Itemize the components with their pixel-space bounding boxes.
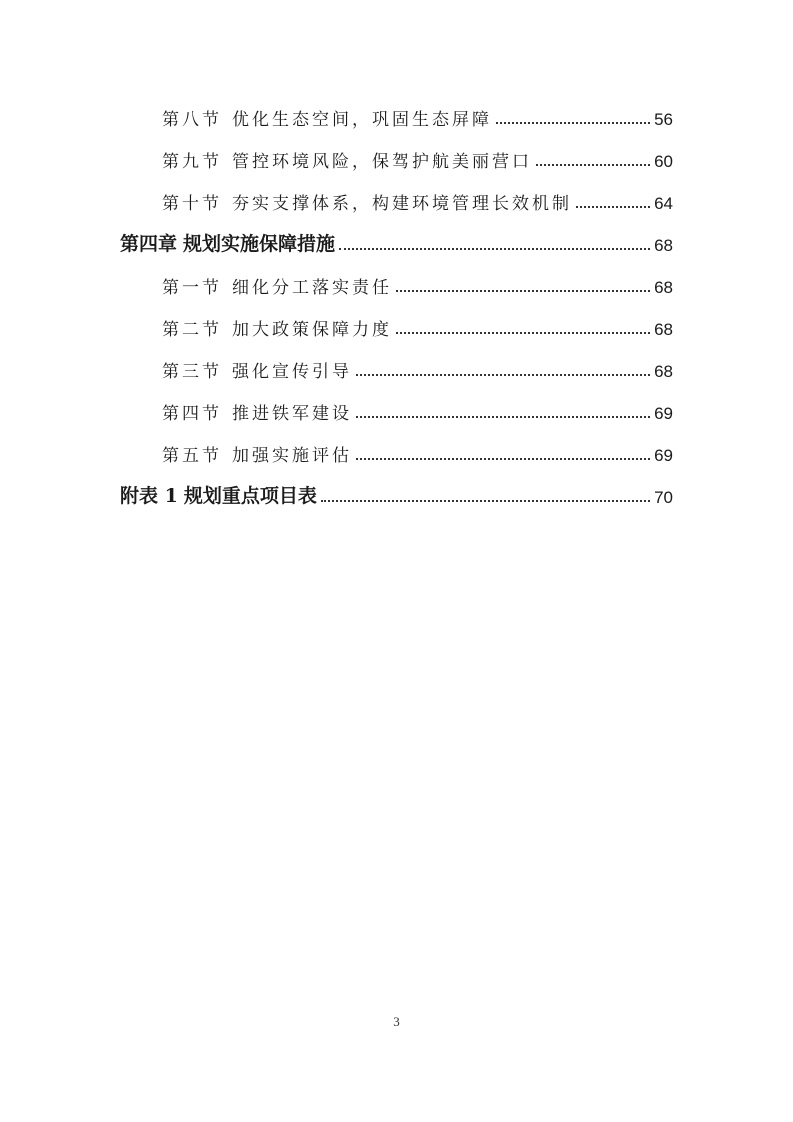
toc-entry-section-5[interactable] — [162, 436, 673, 466]
toc-entry-page: 68 — [654, 320, 673, 339]
toc-entry-number: 第二节 — [162, 320, 222, 340]
toc-entry-label — [162, 147, 532, 172]
dot-leader — [356, 416, 650, 418]
dot-leader — [496, 122, 650, 124]
toc-entry-appendix-1[interactable] — [120, 478, 673, 508]
toc-entry-number: 第九节 — [162, 152, 222, 172]
toc-entry-number: 第四章 — [120, 233, 178, 255]
toc-entry-number: 第八节 — [162, 110, 222, 130]
toc-entry-number: 第十节 — [162, 194, 222, 214]
toc-entry-number: 第三节 — [162, 362, 222, 382]
toc-entry-page: 60 — [654, 152, 673, 171]
toc-entry-title: 加大政策保障力度 — [232, 320, 392, 340]
toc-entry-title: 强化宣传引导 — [232, 362, 352, 382]
toc-entry-page: 70 — [654, 488, 673, 507]
toc-entry-title: 优化生态空间，巩固生态屏障 — [232, 110, 492, 130]
toc-entry-page: 68 — [654, 362, 673, 381]
toc-entry-number: 第四节 — [162, 404, 222, 424]
toc-entry-title: 规划实施保障措施 — [183, 233, 336, 255]
toc-entry-section-3[interactable] — [162, 352, 673, 382]
toc-entry-section-9[interactable] — [162, 142, 673, 172]
toc-entry-section-8[interactable] — [162, 100, 673, 130]
toc-entry-title: 夯实支撑体系，构建环境管理长效机制 — [232, 194, 572, 214]
toc-entry-label — [120, 481, 317, 508]
toc-entry-title: 管控环境风险，保驾护航美丽营口 — [232, 152, 532, 172]
toc-entry-section-10[interactable] — [162, 184, 673, 214]
toc-entry-section-1[interactable] — [162, 268, 673, 298]
toc-entry-label — [162, 441, 352, 466]
dot-leader — [321, 500, 650, 502]
toc-entry-number: 第五节 — [162, 446, 222, 466]
dot-leader — [356, 374, 650, 376]
toc-entry-number: 第一节 — [162, 278, 222, 298]
toc-entry-title: 规划重点项目表 — [183, 485, 317, 507]
dot-leader — [396, 290, 650, 292]
dot-leader — [356, 458, 650, 460]
toc-entry-number: 附表 1 — [120, 485, 178, 507]
toc-entry-label — [162, 273, 392, 298]
toc-entry-page: 64 — [654, 194, 673, 213]
toc-entry-label — [162, 357, 352, 382]
toc-entry-page: 69 — [654, 404, 673, 423]
toc-entry-label — [162, 399, 352, 424]
toc-entry-section-4[interactable] — [162, 394, 673, 424]
toc-entry-page: 69 — [654, 446, 673, 465]
toc-entry-title: 细化分工落实责任 — [232, 278, 392, 298]
toc-entry-page: 56 — [654, 110, 673, 129]
dot-leader — [536, 164, 650, 166]
dot-leader — [576, 206, 650, 208]
toc-entry-page: 68 — [654, 278, 673, 297]
dot-leader — [396, 332, 650, 334]
toc-entry-label — [120, 229, 335, 256]
page-number: 3 — [393, 1014, 400, 1029]
toc-entry-section-2[interactable] — [162, 310, 673, 340]
toc-entry-label — [162, 315, 392, 340]
dot-leader — [339, 248, 650, 250]
toc-entry-title: 加强实施评估 — [232, 446, 352, 466]
toc-entry-label — [162, 189, 572, 214]
toc-entry-page: 68 — [654, 236, 673, 255]
toc-entry-chapter-4[interactable] — [120, 226, 673, 256]
toc-entry-title: 推进铁军建设 — [232, 404, 352, 424]
toc-entry-label — [162, 105, 492, 130]
